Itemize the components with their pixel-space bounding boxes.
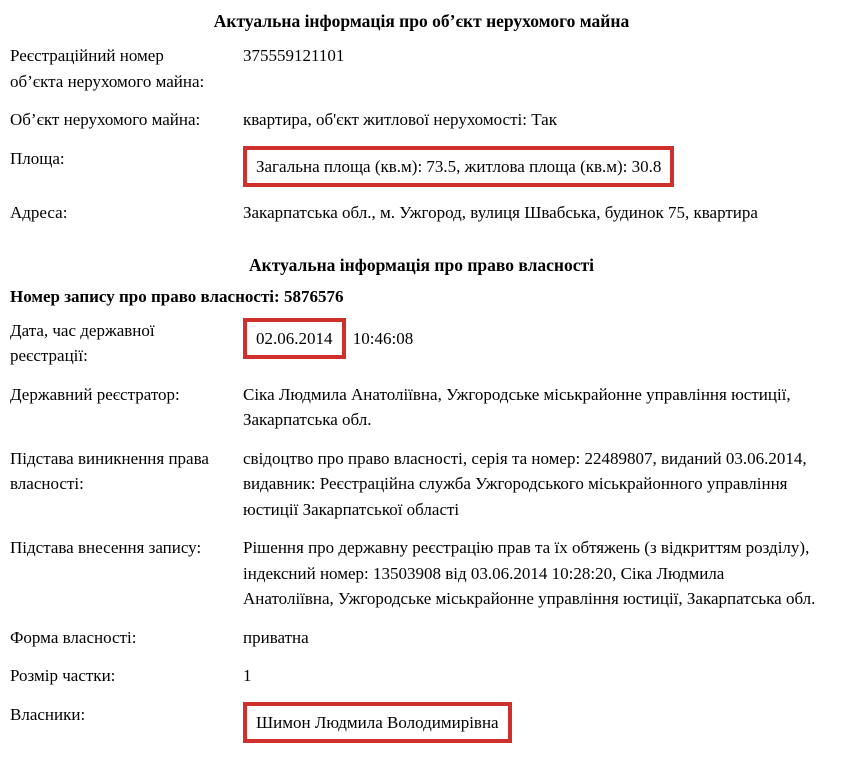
area-value [243, 146, 818, 188]
owners-value [243, 702, 818, 744]
record-basis-value: Рішення про державну реєстрацію прав та їх обтяжень (з відкриттям розділу), індексний номер: 13503908 від 03.06.2014 10:28:20, Сіка Людмила Анатоліївна, Ужгородське міськрайонне управління юстиції, Закарпатська обл. [243, 538, 816, 608]
address-value: Закарпатська обл., м. Ужгород, вулиця Швабська, будинок 75, квартира [243, 203, 758, 223]
ownership-record-number-label: Номер запису про право власності: [10, 287, 280, 306]
property-object-label: Об’єкт нерухомого майна: [10, 110, 201, 130]
share-size-value: 1 [243, 666, 252, 685]
property-object-value: квартира, об'єкт житлової нерухомості: Так [243, 110, 557, 130]
field-row-address [10, 200, 833, 226]
owners-value-highlight-box: Шимон Людмила Володимирівна [243, 702, 512, 744]
ownership-record-number-line [10, 284, 833, 310]
registration-number-value: 375559121101 [243, 46, 345, 66]
registration-date-highlight-box: 02.06.2014 [243, 318, 346, 360]
ownership-basis-label: Підстава виникнення права власності: [10, 448, 209, 493]
registration-number-label: Реєстраційний номер об’єкта нерухомого майна: [10, 46, 205, 91]
field-row-record-basis [10, 535, 833, 612]
field-row-area [10, 146, 833, 188]
property-section-title: Актуальна інформація про об’єкт нерухомого майна [213, 11, 630, 31]
ownership-section-title: Актуальна інформація про право власності [249, 254, 594, 275]
field-row-registration-datetime [10, 318, 833, 369]
field-row-owners [10, 702, 833, 744]
field-row-ownership-form [10, 625, 833, 651]
registration-datetime-label: Дата, час державної реєстрації: [10, 320, 155, 365]
share-size-label: Розмір частки: [10, 666, 116, 685]
ownership-form-label: Форма власності: [10, 627, 137, 647]
field-row-state-registrar [10, 382, 833, 433]
ownership-form-value: приватна [243, 627, 309, 647]
area-label: Площа: [10, 148, 65, 168]
field-row-share-size [10, 663, 833, 689]
registry-extract-document [10, 8, 833, 743]
owners-label: Власники: [10, 704, 86, 724]
ownership-basis-value: свідоцтво про право власності, серія та номер: 22489807, виданий 03.06.2014, видавник: Реєстраційна служба Ужгородського міськрайонного управління юстиції Закарпатської області [243, 448, 807, 519]
state-registrar-value: Сіка Людмила Анатоліївна, Ужгородське міськрайонне управління юстиції, Закарпатська обл. [243, 384, 791, 429]
field-row-registration-number [10, 43, 833, 94]
record-basis-label: Підстава внесення запису: [10, 538, 202, 557]
ownership-record-number-value: 5876576 [283, 287, 344, 306]
state-registrar-label: Державний реєстратор: [10, 384, 180, 404]
field-row-ownership-basis [10, 446, 833, 523]
address-label: Адреса: [10, 203, 68, 223]
area-value-highlight-box: Загальна площа (кв.м): 73.5, житлова площа (кв.м): 30.8 [243, 146, 674, 188]
registration-time-value: 10:46:08 [352, 328, 414, 348]
field-row-property-object [10, 107, 833, 133]
registration-datetime-value [243, 318, 818, 360]
